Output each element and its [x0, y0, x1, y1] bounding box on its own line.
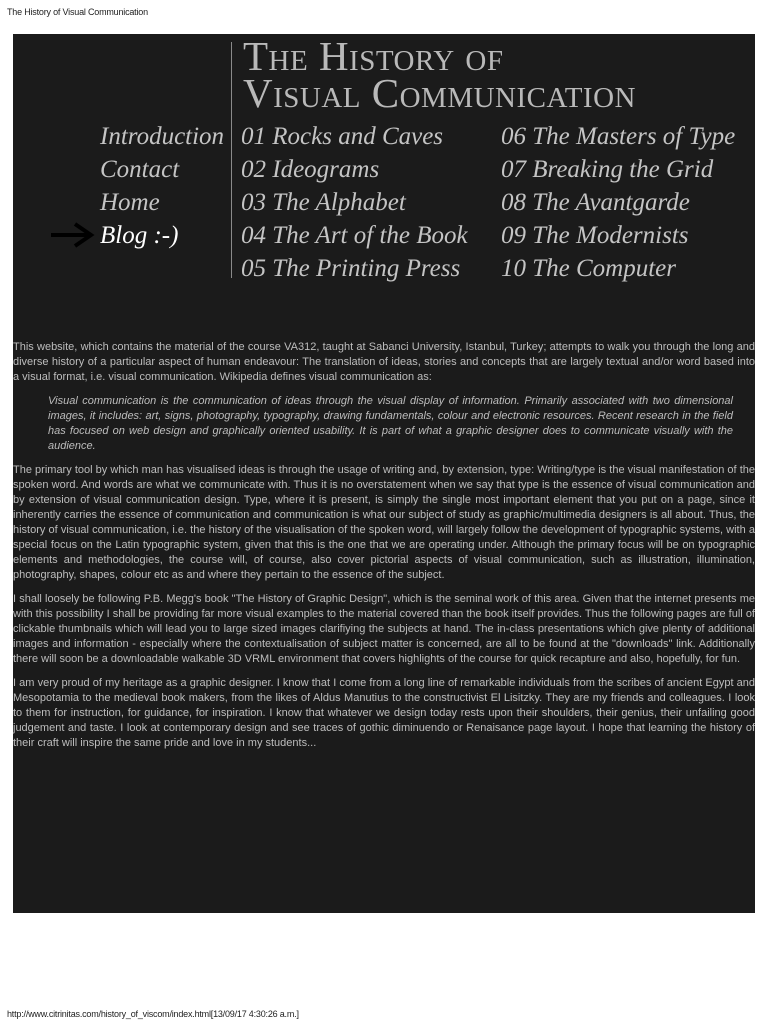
wikipedia-quote: Visual communication is the communication of ideas through the visual display of information. Primarily associated with two dimensional images, it includes: art, signs, photography, typography, drawing fundamentals, colour and electronic resources. Recent research in the field has focused on web design and graphically oriented usability. It is part of what a graphic designer does to communicate visually with the audience. [48, 395, 733, 452]
chapter-link-04[interactable]: 04 The Art of the Book [241, 222, 468, 249]
chapter-nav-6-10 [501, 120, 735, 285]
nav-link-home[interactable]: Home [100, 189, 160, 216]
intro-paragraph: This website, which contains the material of the course VA312, taught at Sabanci University, Istanbul, Turkey; attempts to walk you through the long and diverse history of a particular aspect of human endeavour: The translation of ideas, stories and concepts that are largely textual and/or word based into a visual format, i.e. visual communication. Wikipedia defines visual communication as: [13, 341, 755, 383]
site-title-line-2: Visual Communication [243, 70, 636, 116]
main-content [13, 340, 755, 760]
chapter-nav-1-5 [241, 120, 468, 285]
paragraph-heritage: I am very proud of my heritage as a graphic designer. I know that I come from a long line of remarkable individuals from the scribes of ancient Egypt and Mesopotamia to the medieval book makers, from the likes of Aldus Manutius to the constructivist El Lisitzky. They are my friends and colleagues. I look to them for instruction, for guidance, for inspiration. I know that whatever we design today rests upon their shoulders, their genius, their unfailing good judgement and taste. I look at contemporary design and see traces of gothic diminuendo or Renaisance page layout. I hope that learning the history of their craft will inspire the same pride and love in my students... [13, 677, 755, 749]
chapter-link-10[interactable]: 10 The Computer [501, 255, 676, 282]
document-title: The History of Visual Communication [7, 7, 148, 17]
footer-url: http://www.citrinitas.com/history_of_viscom/index.html[13/09/17 4:30:26 a.m.] [7, 1009, 299, 1019]
site-title-line-1: The History of [243, 34, 504, 79]
right-arrow-icon [49, 222, 95, 248]
header-divider [231, 42, 232, 278]
chapter-link-07[interactable]: 07 Breaking the Grid [501, 156, 714, 183]
nav-link-contact[interactable]: Contact [100, 156, 180, 183]
chapter-link-06[interactable]: 06 The Masters of Type [501, 123, 736, 150]
nav-link-introduction[interactable]: Introduction [100, 123, 225, 150]
chapter-link-09[interactable]: 09 The Modernists [501, 222, 689, 249]
chapter-link-08[interactable]: 08 The Avantgarde [501, 189, 690, 216]
chapter-link-02[interactable]: 02 Ideograms [241, 156, 380, 183]
site-panel [13, 34, 755, 913]
chapter-link-05[interactable]: 05 The Printing Press [241, 255, 461, 282]
paragraph-type: The primary tool by which man has visualised ideas is through the usage of writing and, by extension, type: Writing/type is the visual manifestation of the spoken word. And words are what we communicate with. Thus it is no overstatement when we say that type is the essence of visual communication and by extension of visual communication design. Type, where it is present, is simply the single most important element that you put on a page, since it inherently carries the essence of communication and communication is what our subject of study as graphic/multimedia designers is all about. Thus, the history of visual communication, i.e. the history of the visualisation of the spoken word, will largely follow the development of typographic systems, with a special focus on the Latin typographic system, given that this is the one that we are operating under. Although the primary focus will be on typographic elements and methodologies, the course will, of course, also cover pictorial aspects of visual communication, such as illustration, illumination, photography, shapes, colour etc as and where they pertain to the essence of the subject. [13, 464, 755, 581]
chapter-link-03[interactable]: 03 The Alphabet [241, 189, 406, 216]
paragraph-meggs: I shall loosely be following P.B. Megg's book "The History of Graphic Design", which is the seminal work of this area. Given that the internet presents me with this possibility I shall be providing far more visual examples to the material covered than the book itself provides. Thus the following pages are full of clickable thumbnails which will lead you to large sized images clarifiying the subjects at hand. The in-class presentations which give plenty of additional images and information - especially where the contextualisation of subject matter is concerned, are all to be found at the "downloads" link. Additionally there will soon be a downloadable walkable 3D VRML environment that covers highlights of the course for quick recapture and also, hopefully, for fun. [13, 593, 755, 665]
main-nav [100, 120, 224, 252]
site-title [243, 34, 636, 116]
chapter-link-01[interactable]: 01 Rocks and Caves [241, 123, 444, 150]
nav-link-blog[interactable]: Blog :-) [100, 222, 179, 249]
